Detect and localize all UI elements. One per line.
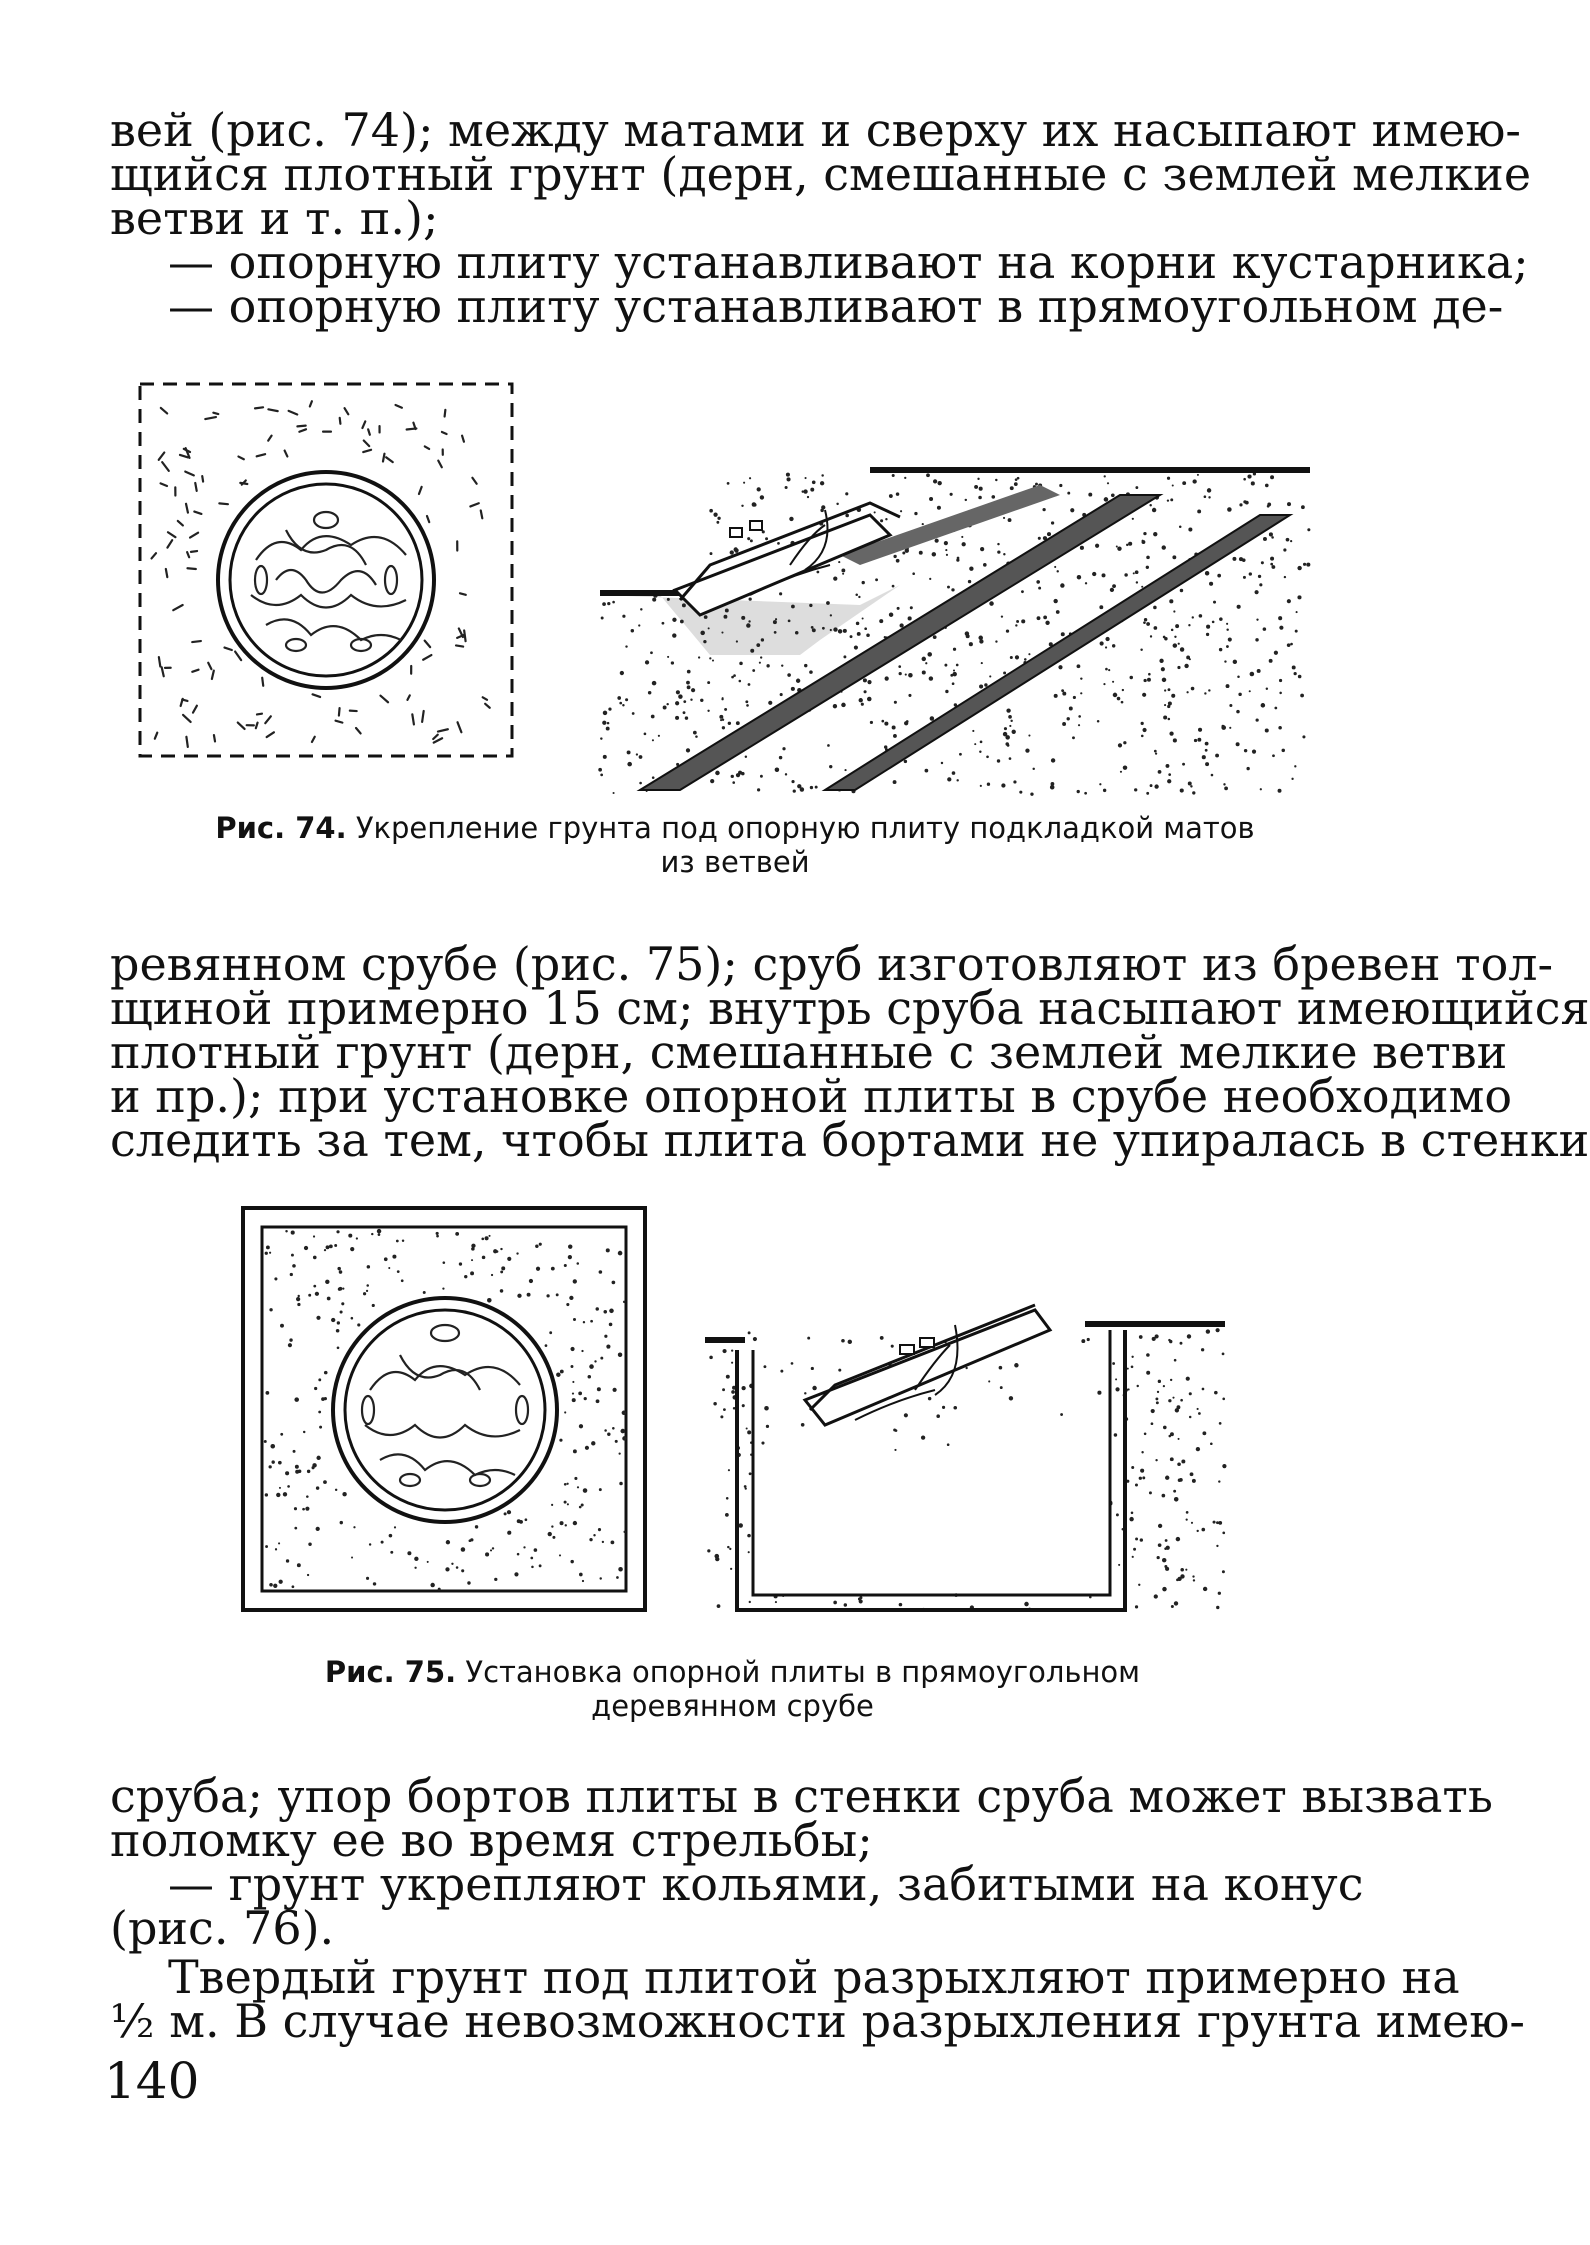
paragraph-4	[110, 937, 1590, 1167]
paragraph-3	[110, 279, 1504, 333]
figure-74-plan-view	[136, 380, 516, 760]
caption-text: деревянном срубе	[591, 1689, 874, 1723]
text-line: ревянном срубе (рис. 75); сруб изготовляют из бревен тол-	[110, 937, 1554, 991]
text-line: поломку ее во время стрельбы;	[110, 1813, 873, 1867]
paragraph-7	[110, 1950, 1525, 2048]
text-line: ветви и т. п.);	[110, 191, 439, 245]
paragraph-6	[110, 1857, 1364, 1955]
page-number: 140	[104, 2052, 200, 2110]
paragraph-5	[110, 1769, 1493, 1867]
text-line: щиной примерно 15 см; внутрь сруба насыпают имеющийся	[110, 981, 1590, 1035]
figure-label: Рис. 74.	[215, 811, 347, 845]
figure-75-section-view	[705, 1310, 1225, 1615]
text-line: — опорную плиту устанавливают на корни кустарника;	[168, 235, 1529, 289]
text-line: щийся плотный грунт (дерн, смешанные с землей мелкие	[110, 147, 1532, 201]
text-line: — опорную плиту устанавливают в прямоугольном де-	[168, 279, 1504, 333]
text-line: и пр.); при установке опорной плиты в срубе необходимо	[110, 1069, 1513, 1123]
text-line: сруба; упор бортов плиты в стенки сруба может вызвать	[110, 1769, 1493, 1823]
text-line: — грунт укрепляют кольями, забитыми на конус	[168, 1857, 1364, 1911]
paragraph-1	[110, 103, 1532, 245]
figure-label: Рис. 75.	[324, 1655, 457, 1689]
figure-74-caption	[160, 811, 1310, 879]
figure-74-section-view	[600, 455, 1310, 795]
text-line: плотный грунт (дерн, смешанные с землей мелкие ветви	[110, 1025, 1508, 1079]
text-line: вей (рис. 74); между матами и сверху их насыпают имею-	[110, 103, 1521, 157]
paragraph-2	[110, 235, 1529, 289]
caption-text: из ветвей	[660, 845, 810, 879]
text-line: ½ м. В случае невозможности разрыхления грунта имею-	[110, 1994, 1525, 2048]
figure-75-plan-view	[240, 1205, 650, 1615]
text-line: (рис. 76).	[110, 1901, 335, 1955]
text-line: следить за тем, чтобы плита бортами не упиралась в стенки	[110, 1113, 1590, 1167]
caption-text: Установка опорной плиты в прямоугольном	[465, 1655, 1141, 1689]
caption-text: Укрепление грунта под опорную плиту подкладкой матов	[355, 811, 1255, 845]
text-line: Твердый грунт под плитой разрыхляют примерно на	[168, 1950, 1460, 2004]
figure-75-caption	[240, 1655, 1225, 1723]
